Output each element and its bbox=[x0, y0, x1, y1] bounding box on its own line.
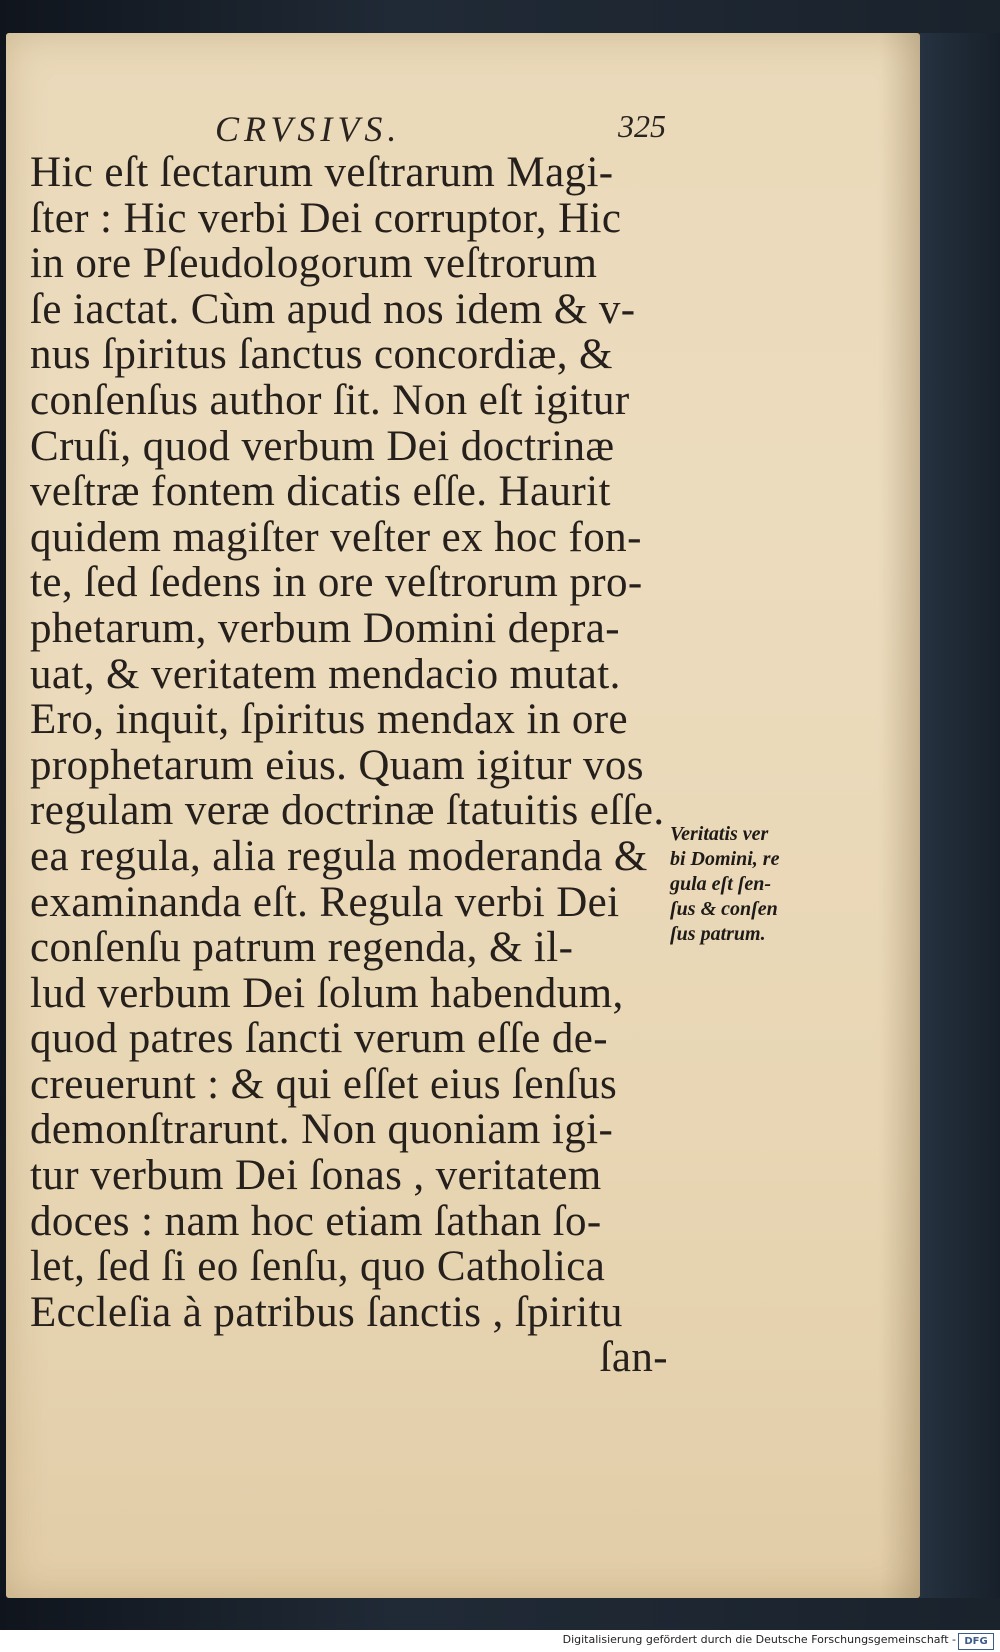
text-line: doces : nam hoc etiam ſathan ſo- bbox=[30, 1197, 602, 1245]
text-line: nus ſpiritus ſanctus concordiæ, & bbox=[30, 331, 613, 379]
marginal-note-line: ſus & conſen bbox=[670, 898, 778, 920]
text-line: Hic eſt ſectarum veſtrarum Magi- bbox=[30, 149, 614, 196]
text-line: let, ſed ſi eo ſenſu, quo Catholica bbox=[30, 1243, 606, 1291]
text-line: demonſtrarunt. Non quoniam igi- bbox=[30, 1106, 614, 1154]
digitization-footer bbox=[0, 1630, 1000, 1652]
text-line: conſenſus author ſit. Non eſt igitur bbox=[30, 376, 630, 424]
text-line: regulam veræ doctrinæ ſtatuitis eſſe. bbox=[30, 787, 665, 835]
text-line: Eccleſia à patribus ſanctis , ſpiritu bbox=[30, 1288, 623, 1336]
marginal-note-line: bi Domini, re bbox=[670, 848, 780, 870]
text-line: in ore Pſeudologorum veſtrorum bbox=[30, 240, 598, 288]
dfg-logo-icon: DFG bbox=[958, 1633, 994, 1650]
text-line: ſe iactat. Cùm apud nos idem & v- bbox=[30, 285, 636, 333]
text-line: conſenſu patrum regenda, & il- bbox=[30, 924, 574, 972]
text-line: ſter : Hic verbi Dei corruptor, Hic bbox=[30, 194, 622, 242]
book-edge bbox=[920, 33, 1000, 1598]
text-line: quod patres ſancti verum eſſe de- bbox=[30, 1015, 608, 1063]
marginal-note-line: ſus patrum. bbox=[670, 923, 766, 945]
text-line: te, ſed ſedens in ore veſtrorum pro- bbox=[30, 559, 643, 607]
text-line: phetarum, verbum Domini depra- bbox=[30, 604, 620, 652]
page-number: 325 bbox=[618, 108, 666, 144]
text-line: Cruſi, quod verbum Dei doctrinæ bbox=[30, 422, 615, 470]
text-line: uat, & veritatem mendacio mutat. bbox=[30, 650, 621, 698]
text-line: tur verbum Dei ſonas , veritatem bbox=[30, 1152, 602, 1200]
running-head: CRVSIVS. bbox=[215, 109, 402, 149]
body-text bbox=[30, 150, 670, 1381]
text-line: veſtræ fontem dicatis eſſe. Haurit bbox=[30, 468, 611, 516]
text-line: Ero, inquit, ſpiritus mendax in ore bbox=[30, 696, 628, 744]
text-line: ea regula, alia regula moderanda & bbox=[30, 832, 648, 880]
marginal-note-line: Veritatis ver bbox=[670, 823, 769, 845]
text-line: creuerunt : & qui eſſet eius ſenſus bbox=[30, 1060, 618, 1108]
marginal-note bbox=[670, 822, 830, 947]
text-line: examinanda eſt. Regula verbi Dei bbox=[30, 878, 620, 926]
marginal-note-line: gula eſt ſen- bbox=[670, 873, 772, 895]
text-line: prophetarum eius. Quam igitur vos bbox=[30, 741, 644, 789]
text-line: lud verbum Dei ſolum habendum, bbox=[30, 969, 624, 1017]
text-line: quidem magiſter veſter ex hoc fon- bbox=[30, 513, 642, 561]
footer-credit: Digitalisierung gefördert durch die Deutsche Forschungsgemeinschaft - bbox=[562, 1633, 956, 1646]
catchword: ſan- bbox=[599, 1334, 668, 1382]
